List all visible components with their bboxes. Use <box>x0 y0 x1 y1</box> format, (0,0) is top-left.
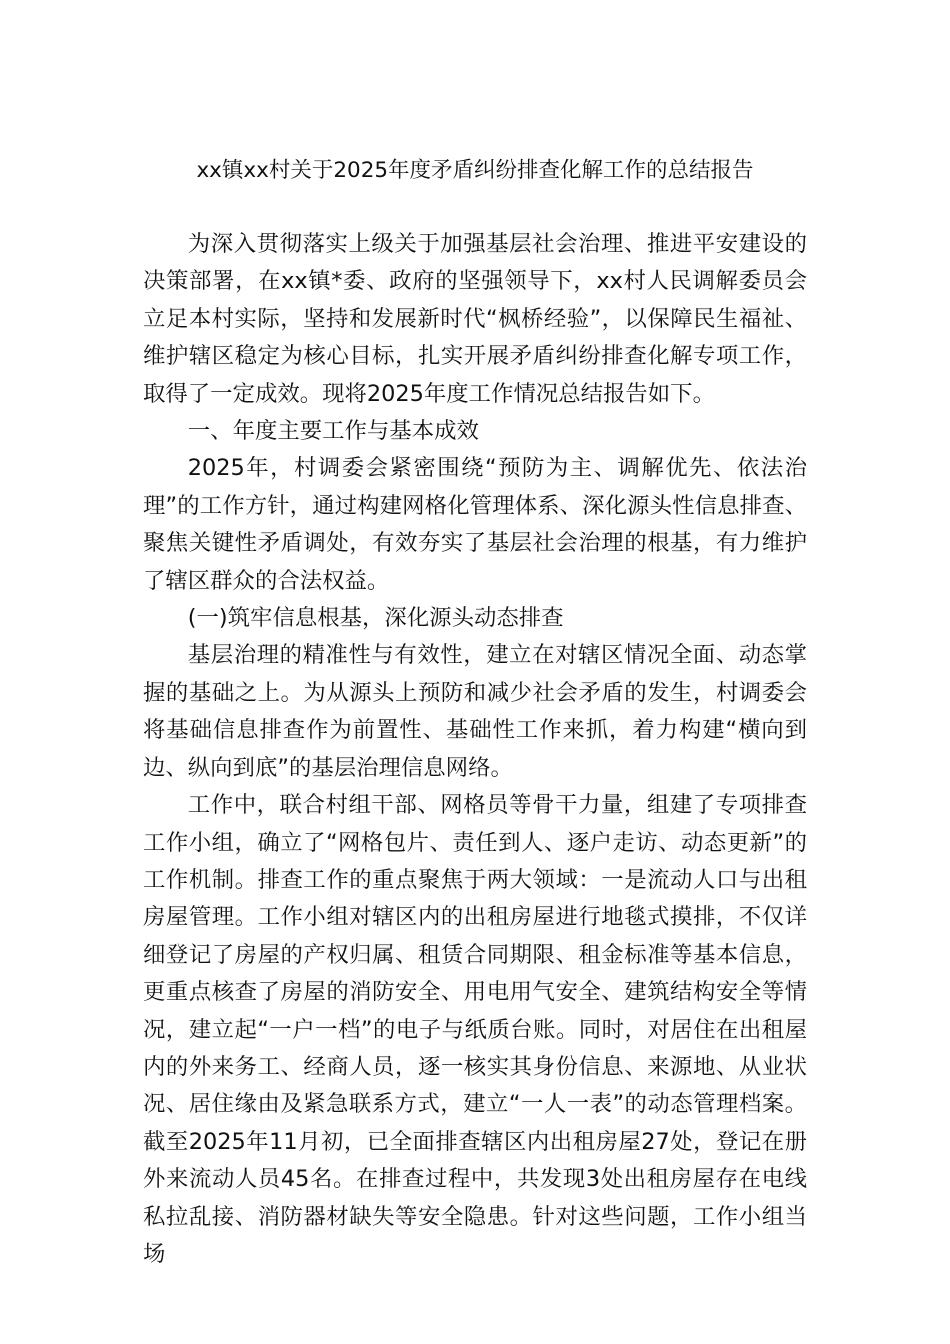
subsection-heading-1: (一)筑牢信息根基，深化源头动态排查 <box>187 605 564 632</box>
section-heading-1: 一、年度主要工作与基本成效 <box>187 418 479 445</box>
paragraph-summary: 2025年，村调委会紧密围绕“预防为主、调解优先、依法治理”的工作方针，通过构建网格化管理体系、深化源头性信息排查、聚焦关键性矛盾调处，有效夯实了基层社会治理的根基，有力维护了辖区群众的合法权益。 <box>143 455 807 594</box>
paragraph-foundation: 基层治理的精准性与有效性，建立在对辖区情况全面、动态掌握的基础之上。为从源头上预防和减少社会矛盾的发生，村调委会将基础信息排查作为前置性、基础性工作来抓，着力构建“横向到边、纵向到底”的基层治理信息网络。 <box>143 642 807 781</box>
paragraph-intro: 为深入贯彻落实上级关于加强基层社会治理、推进平安建设的决策部署，在xx镇*委、政府的坚强领导下，xx村人民调解委员会立足本村实际，坚持和发展新时代“枫桥经验”，以保障民生福祉、维护辖区稳定为核心目标，扎实开展矛盾纠纷排查化解专项工作，取得了一定成效。现将2025年度工作情况总结报告如下。 <box>143 231 807 407</box>
document-body <box>143 226 807 1273</box>
paragraph-work-details: 工作中，联合村组干部、网格员等骨干力量，组建了专项排查工作小组，确立了“网格包片、责任到人、逐户走访、动态更新”的工作机制。排查工作的重点聚焦于两大领域：一是流动人口与出租房屋管理。工作小组对辖区内的出租房屋进行地毯式摸排，不仅详细登记了房屋的产权归属、租赁合同期限、租金标准等基本信息，更重点核查了房屋的消防安全、用电用气安全、建筑结构安全等情况，建立起“一户一档”的电子与纸质台账。同时，对居住在出租屋内的外来务工、经商人员，逐一核实其身份信息、来源地、从业状况、居住缘由及紧急联系方式，建立“一人一表”的动态管理档案。截至2025年11月初，已全面排查辖区内出租房屋27处，登记在册外来流动人员45名。在排查过程中，共发现3处出租房屋存在电线私拉乱接、消防器材缺失等安全隐患。针对这些问题，工作小组当场 <box>143 792 807 1267</box>
document-title: xx镇xx村关于2025年度矛盾纠纷排查化解工作的总结报告 <box>196 158 754 183</box>
